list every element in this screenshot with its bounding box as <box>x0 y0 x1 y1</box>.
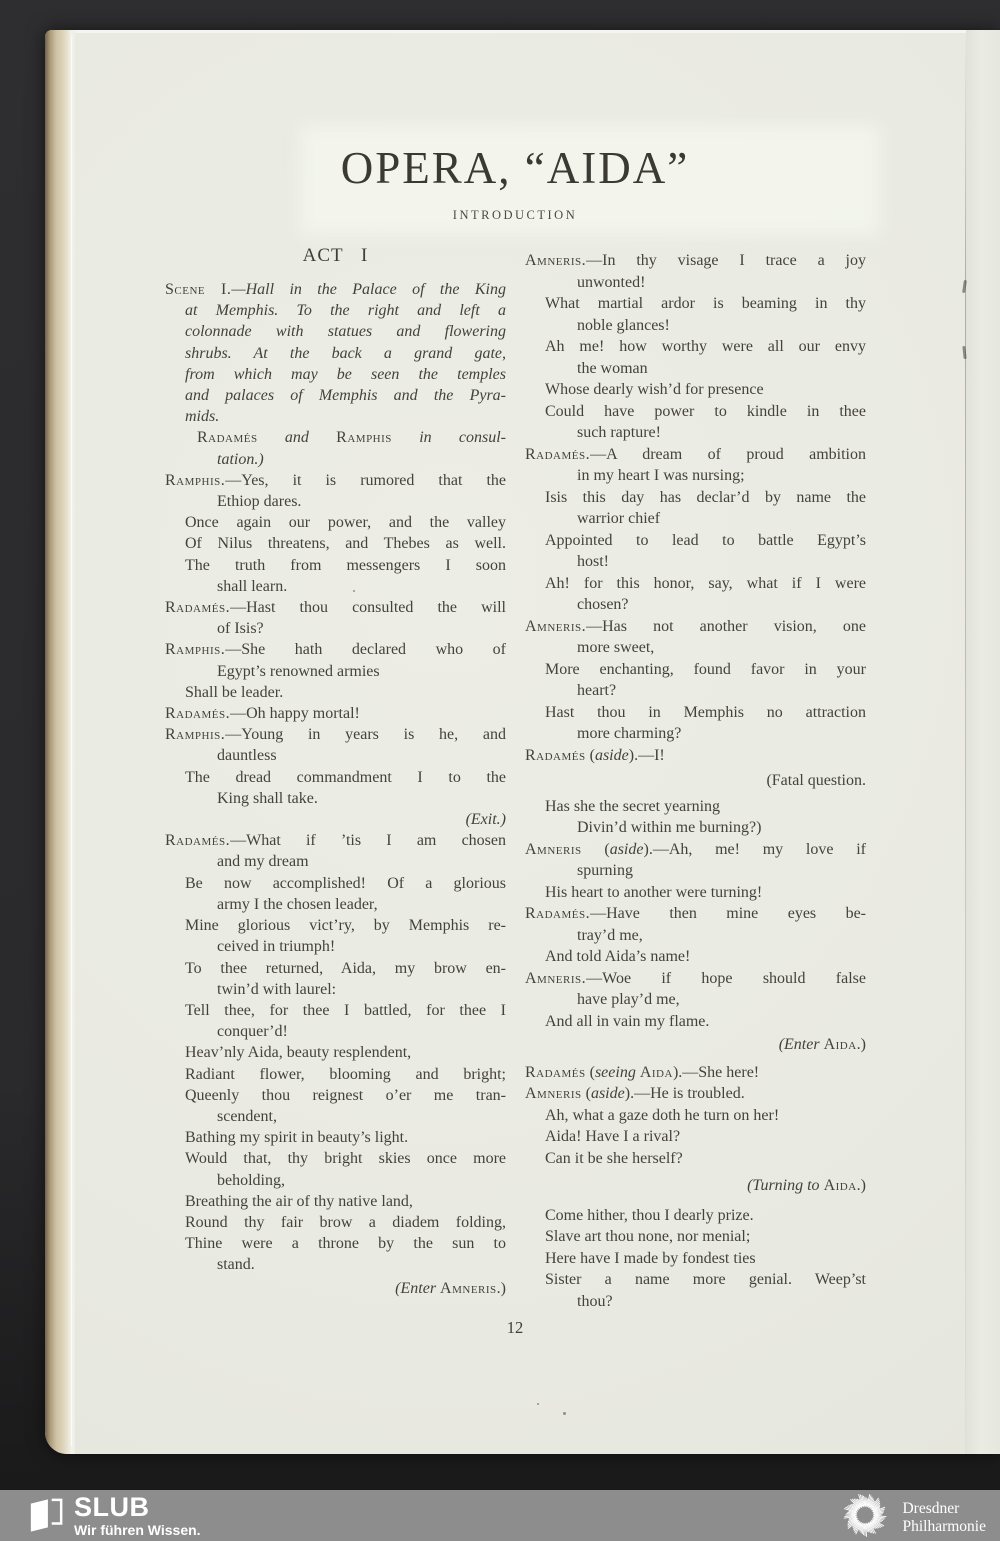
libretto-line: of Isis? <box>217 620 264 638</box>
libretto-line: Would that, thy bright skies once more <box>185 1150 506 1168</box>
libretto-line: Breathing the air of thy native land, <box>185 1192 413 1210</box>
libretto-line: chosen? <box>577 596 629 613</box>
libretto-line: unwonted! <box>577 273 646 291</box>
libretto-line: Of Nilus threatens, and Thebes as well. <box>185 535 506 553</box>
libretto-line: such rapture! <box>577 424 661 441</box>
libretto-line: Amneris.—Has not another vision, one <box>525 617 866 635</box>
philharmonie-wordmark-line2: Philharmonie <box>902 1517 986 1535</box>
libretto-lines-right <box>525 250 866 1312</box>
libretto-line: To thee returned, Aida, my brow en- <box>185 959 506 977</box>
libretto-line: Come hither, thou I dearly prize. <box>545 1206 754 1224</box>
libretto-line: Egypt’s renowned armies <box>217 662 380 680</box>
libretto-column-right <box>525 250 866 1312</box>
libretto-line: And all in vain my flame. <box>545 1012 710 1030</box>
libretto-line: Radamés (seeing Aida).—She here! <box>525 1063 760 1081</box>
starburst-icon <box>842 1492 888 1541</box>
libretto-line: Amneris.—Woe if hope should false <box>525 969 866 987</box>
libretto-line: Aida! Have I a rival? <box>545 1128 681 1145</box>
libretto-line: in my heart I was nursing; <box>577 467 745 484</box>
libretto-line: Divin’d within me burning?) <box>577 819 762 836</box>
libretto-line: shrubs. At the back a grand gate, <box>185 344 506 362</box>
libretto-line: Radamés.—Oh happy mortal! <box>165 705 360 723</box>
libretto-line: warrior chief <box>577 510 661 527</box>
libretto-line: Can it be she herself? <box>545 1149 683 1167</box>
libretto-line: Ah me! how worthy were all our envy <box>545 338 866 355</box>
libretto-line: from which may be seen the temples <box>185 365 506 383</box>
libretto-line: shall learn. <box>217 577 288 595</box>
libretto-line: Radiant flower, blooming and bright; <box>185 1065 506 1083</box>
libretto-line: (Turning to Aida.) <box>747 1177 866 1194</box>
dresdner-philharmonie-logo[interactable] <box>842 1492 986 1541</box>
libretto-line: (Enter Aida.) <box>778 1036 866 1053</box>
libretto-line: colonnade with statues and flowering <box>185 323 506 341</box>
libretto-line: the woman <box>577 359 648 377</box>
libretto-line: What martial ardor is beaming in thy <box>545 295 866 312</box>
page-title: OPERA, “AIDA” <box>340 143 690 193</box>
libretto-line: Hast thou in Memphis no attraction <box>545 703 866 721</box>
libretto-line: twin’d with laurel: <box>217 980 337 998</box>
libretto-line: Bathing my spirit in beauty’s light. <box>185 1129 409 1147</box>
libretto-line: ceived in triumph! <box>217 938 336 956</box>
libretto-line: Round thy fair brow a diadem folding, <box>185 1213 506 1231</box>
act-heading: ACT I <box>302 245 369 266</box>
libretto-line: Here have I made by fondest ties <box>545 1249 756 1267</box>
libretto-line: spurning <box>577 862 633 879</box>
libretto-line: Radamés (aside).—I! <box>525 746 665 764</box>
libretto-line: Has she the secret yearning <box>545 797 721 815</box>
libretto-line: Heav’nly Aida, beauty resplendent, <box>185 1044 412 1062</box>
libretto-line: Ah! for this honor, say, what if I were <box>545 574 866 592</box>
next-page-sliver <box>966 30 1000 1454</box>
libretto-line: Could have power to kindle in thee <box>545 402 866 420</box>
libretto-line: Whose dearly wish’d for presence <box>545 381 764 398</box>
libretto-line: Amneris (aside).—Ah, me! my love if <box>525 840 866 858</box>
scan-speck <box>353 590 355 592</box>
libretto-line: more charming? <box>577 725 682 742</box>
libretto-line: Amneris.—In thy visage I trace a joy <box>525 252 866 269</box>
libretto-line: Be now accomplished! Of a glorious <box>185 874 506 892</box>
libretto-line: King shall take. <box>217 789 318 807</box>
libretto-line: noble glances! <box>577 316 670 334</box>
libretto-line: stand. <box>217 1256 255 1274</box>
page-fold-line <box>965 30 966 1454</box>
libretto-line: Radamés and Ramphis in consul- <box>197 429 507 447</box>
libretto-line: Tell thee, for thee I battled, for thee I <box>185 1001 506 1019</box>
libretto-line: Isis this day has declar’d by name the <box>545 488 866 506</box>
libretto-line: Ethiop dares. <box>217 493 302 511</box>
libretto-line: conquer’d! <box>217 1023 288 1041</box>
open-book-icon <box>28 1495 64 1540</box>
libretto-line: at Memphis. To the right and left a <box>185 302 506 320</box>
libretto-line: beholding, <box>217 1171 285 1189</box>
philharmonie-wordmark-line1: Dresdner <box>902 1499 960 1517</box>
libretto-line: Appointed to lead to battle Egypt’s <box>545 531 866 549</box>
libretto-line: Sister a name more genial. Weep’st <box>545 1271 866 1288</box>
libretto-line: Radamés.—What if ’tis I am chosen <box>165 832 506 850</box>
scan-speck <box>563 1412 566 1415</box>
libretto-line: Ramphis.—She hath declared who of <box>165 641 506 659</box>
slub-tagline: Wir führen Wissen. <box>74 1522 201 1538</box>
libretto-line: Ramphis.—Young in years is he, and <box>165 726 506 744</box>
libretto-line: mids. <box>185 408 220 426</box>
libretto-line: dauntless <box>217 747 277 765</box>
libretto-line: Once again our power, and the valley <box>185 514 506 532</box>
book-page-scan <box>45 30 1000 1454</box>
libretto-line: (Fatal question. <box>766 772 866 789</box>
libretto-line: thou? <box>577 1292 613 1310</box>
libretto-line: Queenly thou reignest o’er me tran- <box>185 1086 506 1104</box>
libretto-lines-left <box>165 279 506 1299</box>
scan-speck <box>537 1403 539 1405</box>
libretto-line: Ah, what a gaze doth he turn on her! <box>545 1106 780 1124</box>
libretto-line: And told Aida’s name! <box>545 948 691 965</box>
slub-logo[interactable] <box>28 1492 201 1540</box>
libretto-line: The dread commandment I to the <box>185 768 506 786</box>
libretto-line: Radamés.—A dream of proud ambition <box>525 445 866 463</box>
libretto-line: Mine glorious vict’ry, by Memphis re- <box>185 917 506 935</box>
libretto-line: Scene I.—Hall in the Palace of the King <box>165 281 506 298</box>
libretto-line: army I the chosen leader, <box>217 895 378 913</box>
libretto-line: Radamés.—Have then mine eyes be- <box>525 905 866 922</box>
libretto-line: host! <box>577 553 609 570</box>
libretto-line: Shall be leader. <box>185 683 284 701</box>
libretto-line: His heart to another were turning! <box>545 883 763 901</box>
libretto-line: tation.) <box>217 450 264 468</box>
libretto-line: tray’d me, <box>577 926 643 944</box>
page-subtitle: INTRODUCTION <box>452 208 578 222</box>
libretto-line: scendent, <box>217 1107 277 1125</box>
libretto-line: Amneris (aside).—He is troubled. <box>525 1085 745 1102</box>
libretto-line: and my dream <box>217 853 309 871</box>
libretto-column-left <box>165 243 506 1299</box>
page-number: 12 <box>506 1318 524 1337</box>
slub-wordmark: SLUB <box>74 1492 150 1522</box>
libretto-line: (Exit.) <box>465 811 506 829</box>
libretto-line: Slave art thou none, nor menial; <box>545 1228 751 1245</box>
libretto-line: Ramphis.—Yes, it is rumored that the <box>165 471 506 489</box>
libretto-line: heart? <box>577 682 617 699</box>
libretto-line: Radamés.—Hast thou consulted the will <box>165 599 506 617</box>
libretto-line: more sweet, <box>577 639 655 656</box>
libretto-line: The truth from messengers I soon <box>185 556 506 574</box>
libretto-line: and palaces of Memphis and the Pyra- <box>185 387 506 405</box>
book-page-stack-edge <box>45 30 75 1454</box>
libretto-line: (Enter Amneris.) <box>395 1279 506 1297</box>
libretto-line: have play’d me, <box>577 991 680 1008</box>
libretto-line: More enchanting, found favor in your <box>545 660 866 678</box>
libretto-line: Thine were a throne by the sun to <box>185 1235 506 1253</box>
viewer-footer-bar <box>0 1490 1000 1541</box>
